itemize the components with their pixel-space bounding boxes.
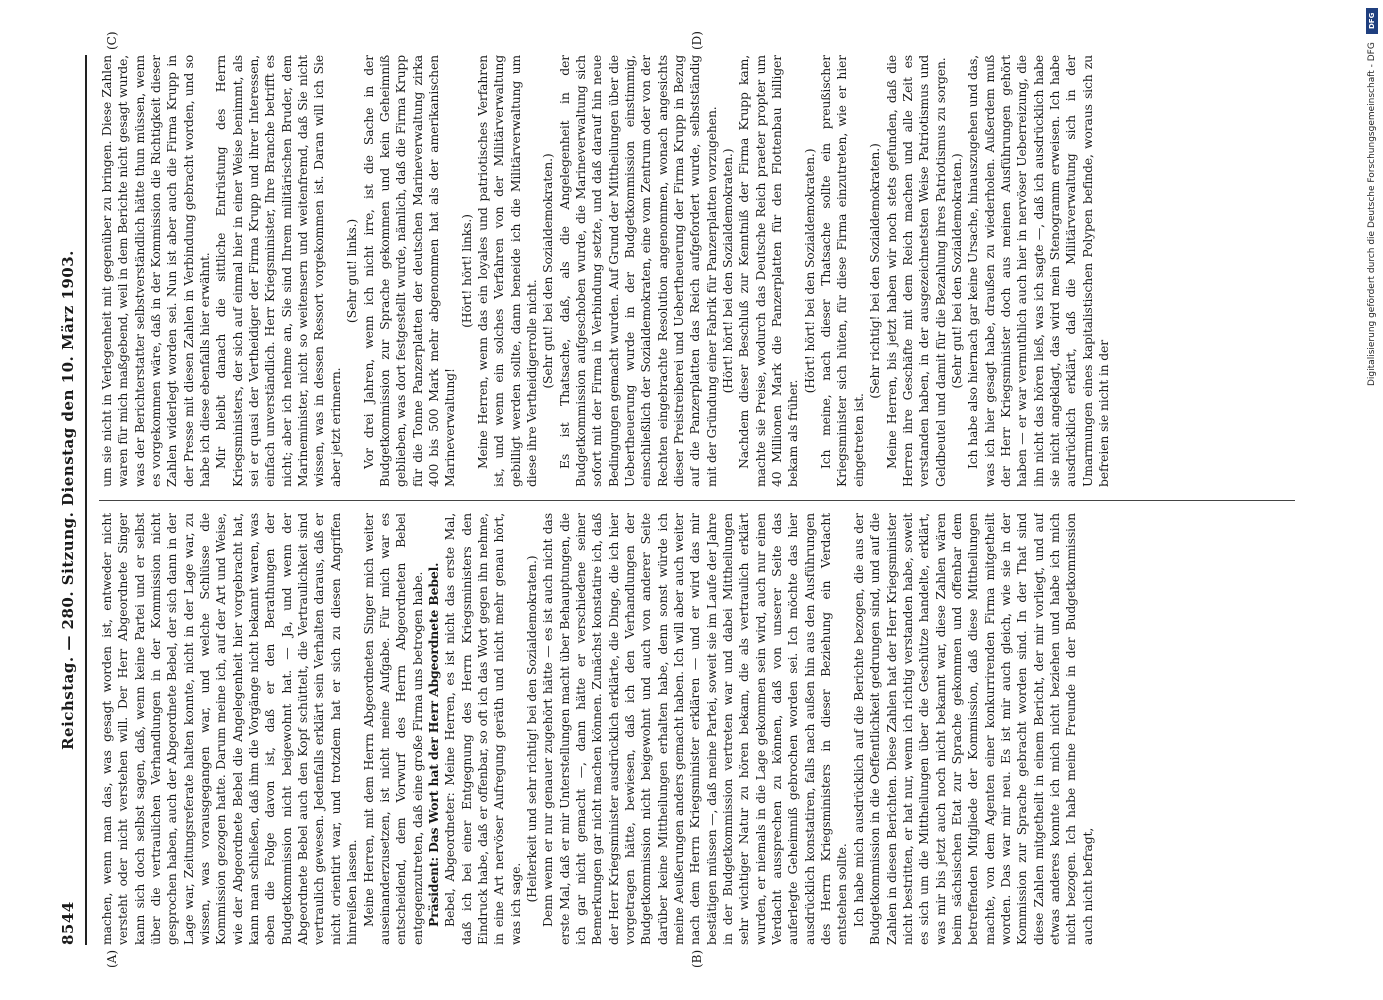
margin-marker-a: (A) [105,949,119,968]
page-header [55,55,83,945]
interjection: (Sehr gut! bei den Sozialdemokraten.) [948,153,964,389]
right-column [99,55,1299,487]
interjection: (Sehr richtig! bei den Sozialdemokraten.) [867,143,883,399]
paragraph: Mir bleibt danach die sittliche Entrüstung des Herrn Kriegsministers, der sich auf einmal hier in einer Weise benimmt, als sei er quasi der Vertheidiger der Firma Krupp und ihrer Interessen, einfach unverständlich. Herr Kriegsminister, Ihre Branche betrifft es nicht; aber ich nehme an, Sie sind Ihrem militärischen Bruder, dem Marineminister, nicht so weitensern und weitenfremd, daß Sie nicht wissen, was in dessen Ressort vorgekommen ist. Daran will ich Sie aber jetzt erinnern. [213,55,343,487]
scanned-page [55,55,1303,945]
paragraph: Meine Herren, mit dem Herrn Abgeordneten Singer mich weiter auseinanderzusetzen, ist nicht meine Aufgabe. Für mich war es entscheidend, dem Vorwurf des Herrn Abgeordneten Bebel entgegenzutreten, daß eine große Firma uns betrogen habe. [360,513,425,945]
paragraph: Bebel, Abgeordneter: Meine Herren, es ist nicht das erste Mal, daß ich bei einer Entgegnung des Herrn Kriegsministers den Eindruck habe, daß er offenbar, so oft ich das Wort gegen ihn nehme, in eine Art nervöser Aufregung geräth und nicht mehr genau hört, was ich sage. [442,513,523,945]
paragraph: Meine Herren, wenn das ein loyales und patriotisches Verfahren ist, und wenn ein solches Verfahren von der Militärverwaltung gebilligt werden sollte, dann beneide ich die Militärverwaltung um diese ihre Vertheidigerrolle nicht. [474,55,539,487]
digitization-note: Digitalisierung gefördert durch die Deutsche Forschungsgemeinschaft - DFG [1367,42,1377,386]
interjection: (Hört! hört! bei den Sozialdemokraten.) [720,148,736,394]
running-head: Reichstag. — 280. Sitzung. Dienstag den 10. März 1903. [59,250,77,750]
paragraph: um sie nicht in Verlegenheit mit gegenüber zu bringen. Diese Zahlen waren für mich maßgebend, weil in dem Berichte nicht gesagt wurde, was der Berichterstatter selbstverständlich hätte thun müssen, wenn es vorgekommen wäre, daß in der Kommission die Richtigkeit dieser Zahlen widerlegt worden sei. Nun ist aber auch die Firma Krupp in der Presse mit diesen Zahlen in Verbindung gebracht worden, und so habe ich diese ebenfalls hier erwähnt. [99,55,213,487]
margin-marker-c: (C) [105,31,119,50]
interjection: (Heiterkeit und sehr richtig! bei den Sozialdemokraten.) [523,555,539,903]
interjection: (Hört! hört! links.) [458,214,474,328]
interjection: (Sehr gut! links.) [344,218,360,324]
paragraph: Nachdem dieser Beschluß zur Kenntniß der Firma Krupp kam, machte sie Preise, wodurch das Deutsche Reich praeter propter um 40 Millionen Mark die Panzerplatten für den Flottenbau billiger bekam als früher. [736,55,801,487]
dfg-logo: DFG [1366,8,1378,34]
interjection: (Sehr gut! bei den Sozialdemokraten.) [540,153,556,389]
digitization-strip [1366,8,1378,988]
left-column [99,513,1299,945]
column-divider [99,500,1295,501]
paragraph: Vor drei Jahren, wenn ich nicht irre, ist die Sache in der Budgetkommission zur Sprache gekommen und kein Geheimniß geblieben, was dort festgestellt wurde, nämlich, daß die Firma Krupp für die Tonne Panzerplatten der deutschen Marineverwaltung zirka 400 bis 500 Mark mehr abgenommen hat als der amerikanischen Marineverwaltung! [360,55,458,487]
page-number: 8544 [59,901,77,945]
paragraph: Ich habe also hiernach gar keine Ursache, hinauszugehen und das, was ich hier gesagt habe, draußen zu wiederholen. Außerdem muß der Herr Kriegsminister doch aus meinen Ausführungen gehört haben — er war vermuthlich auch hier in nervöser Ueberreizung, die ihn nicht das hören ließ, was ich sagte —, daß ich ausdrücklich habe sie nicht angeklagt, das wird mein Stenogramm erweisen. Ich habe ausdrücklich erklärt, daß die Militärverwaltung sich in der Umarmungen eines kapitalistischen Polypen befinde, woraus sich zu befreien sie nicht in der [965,55,1111,487]
interjection: (Hört! hört! bei den Sozialdemokraten.) [801,148,817,394]
header-rule [85,55,87,945]
paragraph: Meine Herren, bis jetzt haben wir noch stets gefunden, daß die Herren ihre Geschäfte mit dem Reich machen und alle Zeit es verstanden haben, in der ausgezeichnetsten Weise Patriotismus und Geldbeutel und damit für die Bezahlung ihres Patriotismus zu sorgen. [883,55,948,487]
margin-marker-d: (D) [690,31,704,50]
paragraph: machen, wenn man das, was gesagt worden ist, entweder nicht versteht oder nicht verstehen will. Der Herr Abgeordnete Singer kann sich doch selbst sagen, daß, wenn keine Partei und er selbst über die vertraulichen Verhandlungen in der Kommission nicht gesprochen haben, auch der Abgeordnete Bebel, der sich dann in der Lage war, Zeitungsreferate halten konnte, nicht in der Lage war, zu wissen, was vorausgegangen war, und welche Schlüsse die Kommission gezogen hatte. Darum meine ich, auf der Art und Weise, wie der Abgeordnete Bebel die Angelegenheit hier vorgebracht hat, kann man schließen, daß ihm die Vorgänge nicht bekannt waren, was eben die Folge davon ist, daß er den Berathungen der Budgetkommission nicht beigewohnt hat. — Ja, und wenn der Abgeordnete Bebel auch den Kopf schüttelt, die Vertraulichkeit sind vertraulich gewesen. Jedenfalls erklärt sein Verhalten daraus, daß er nicht orientirt war, und trotzdem hat er sich zu diesen Angriffen hinreißen lassen. [99,513,360,945]
paragraph: Ich meine, nach dieser Thatsache sollte ein preußischer Kriegsminister sich hüten, für diese Firma einzutreten, wie er hier eingetreten ist. [818,55,866,487]
paragraph: Denn wenn er nur genauer zugehört hätte — es ist auch nicht das erste Mal, daß er mir Unterstellungen macht über Behauptungen, die ich gar nicht gemacht —, dann hätte er verschiedene seiner Bemerkungen gar nicht machen können. Zunächst konstatire ich, daß der Herr Kriegsminister ausdrücklich erklärte, die Dinge, die ich hier vorgetragen hätte, bewiesen, daß ich den Verhandlungen der Budgetkommission nicht beigewohnt und auch von anderer Seite darüber keine Mittheilungen erhalten habe, denn sonst würde ich meine Aeußerungen anders gemacht haben. Ich will aber auch weiter nach dem Herrn Kriegsminister erklären — und er wird das mir bestätigen müssen —, daß meine Partei, soweit sie im Laufe der Jahre in der Budgetkommission vertreten war und dabei Mittheilungen sehr wichtiger Natur zu hören bekam, die als vertraulich erklärt wurden, er niemals in die Lage gekommen sein wird, auch nur einen Verdacht aussprechen zu können, daß von unserer Seite das auferlegte Geheimniß gebrochen worden sei. Ich möchte das hier ausdrücklich konstatiren, falls nach außen hin aus den Ausführungen des Herrn Kriegsministers in dieser Beziehung ein Verdacht entstehen sollte. [540,513,850,945]
margin-marker-b: (B) [690,949,704,968]
paragraph: Es ist Thatsache, daß, als die Angelegenheit in der Budgetkommission aufgeschoben wurde, die Marineverwaltung sich sofort mit der Firma in Verbindung setzte, und daß darauf hin neue Bedingungen gemacht wurden. Auf Grund der Mittheilungen über die Uebertheuerung wurde in der Budgetkommission einstimmig, einschließlich der Sozialdemokraten, eine vom Zentrum oder von der Rechten eingebrachte Resolution angenommen, wonach angesichts dieser Preistreiberei und Uebertheuerung der Firma Krupp in Bezug auf die Panzerplatten das Reich aufgefordert wurde, selbstständig mit der Gründung einer Fabrik für Panzerplatten vorzugehen. [556,55,719,487]
speaker-line: Präsident: Das Wort hat der Herr Abgeordnete Bebel. [425,562,441,927]
paragraph: Ich habe mich ausdrücklich auf die Berichte bezogen, die aus der Budgetkommission in die Oeffentlichkeit gedrungen sind, und auf die Zahlen in diesen Berichten. Diese Zahlen hat der Herr Kriegsminister nicht bestritten, er hat nur, wenn ich richtig verstanden habe, soweit es sich um die Mittheilungen über die Geschütze handelte, erklärt, was mir bis jetzt auch noch nicht bekannt war, diese Zahlen wären beim sächsischen Etat zur Sprache gekommen und offenbar dem betreffenden Mitgliede der Kommission, daß diese Mittheilungen machte, von dem Agenten einer konkurrirenden Firma mitgetheilt worden. Das war mir neu. Es ist mir auch gleich, wie sie in der Kommission zur Sprache gebracht worden sind. In der That sind diese Zahlen mitgetheilt in einem Bericht, der mir vorliegt, und auf etwas anderes konnte ich mich nicht beziehen und habe ich mich nicht bezogen. Ich habe meine Freunde in der Budgetkommission auch nicht befragt, [850,513,1095,945]
